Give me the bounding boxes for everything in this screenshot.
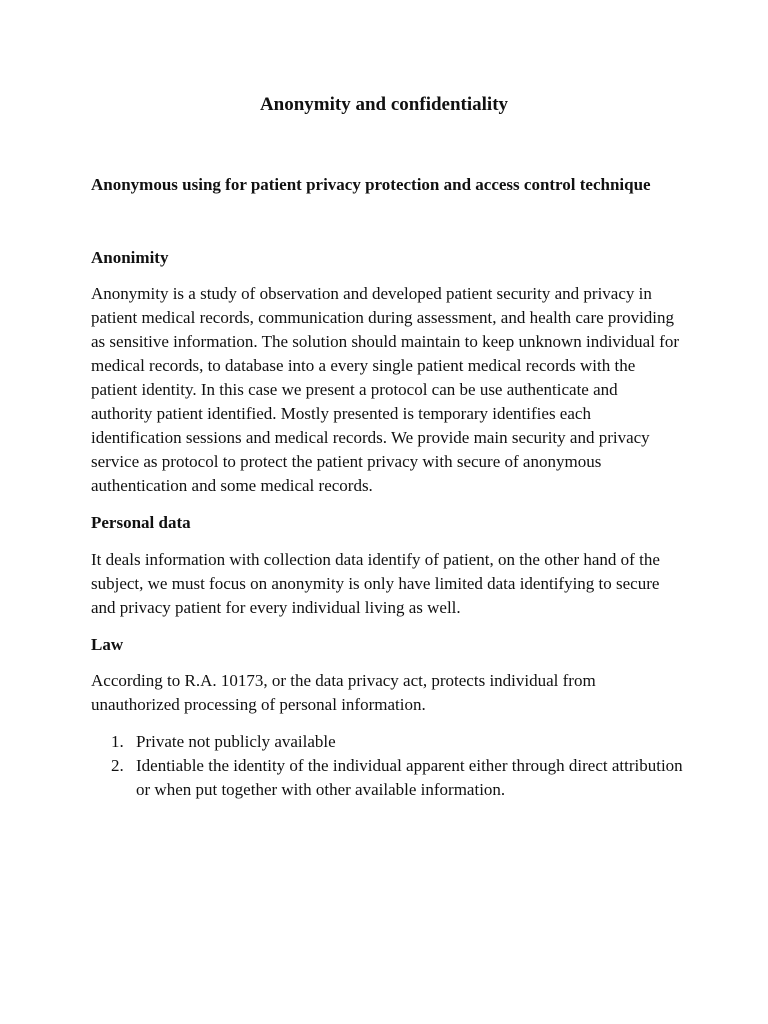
section-body-personal-data: It deals information with collection data identify of patient, on the other hand of the subject, we must focus on anonymity is only have limited data identifying to secure and privacy patient for every individual living as well. bbox=[91, 550, 660, 617]
list-item bbox=[91, 730, 691, 754]
list-item-number: 1. bbox=[111, 732, 124, 751]
numbered-list bbox=[91, 730, 691, 802]
section-heading-anonimity: Anonimity bbox=[91, 248, 169, 267]
section-body-law: According to R.A. 10173, or the data privacy act, protects individual from unauthorized processing of personal information. bbox=[91, 671, 596, 714]
list-item-number: 2. bbox=[111, 756, 124, 775]
section-heading-law: Law bbox=[91, 635, 124, 654]
section-heading-personal-data: Personal data bbox=[91, 513, 191, 532]
list-item-text: Identiable the identity of the individual apparent either through direct attribution or when put together with other available information. bbox=[136, 756, 683, 799]
document-title: Anonymity and confidentiality bbox=[259, 94, 509, 115]
section-body-anonimity: Anonymity is a study of observation and developed patient security and privacy in patient medical records, communication during assessment, and health care providing as sensitive information. The solution should maintain to keep unknown individual for medical records, to database into a every single patient medical records with the patient identity. In this case we present a protocol can be use authenticate and authority patient identified. Mostly presented is temporary identifies each identification sessions and medical records. We provide main security and privacy service as protocol to protect the patient privacy with secure of anonymous authentication and some medical records. bbox=[91, 284, 679, 495]
list-item bbox=[91, 754, 691, 802]
list-item-text: Private not publicly available bbox=[136, 732, 336, 751]
document-subtitle: Anonymous using for patient privacy protection and access control technique bbox=[91, 175, 651, 194]
